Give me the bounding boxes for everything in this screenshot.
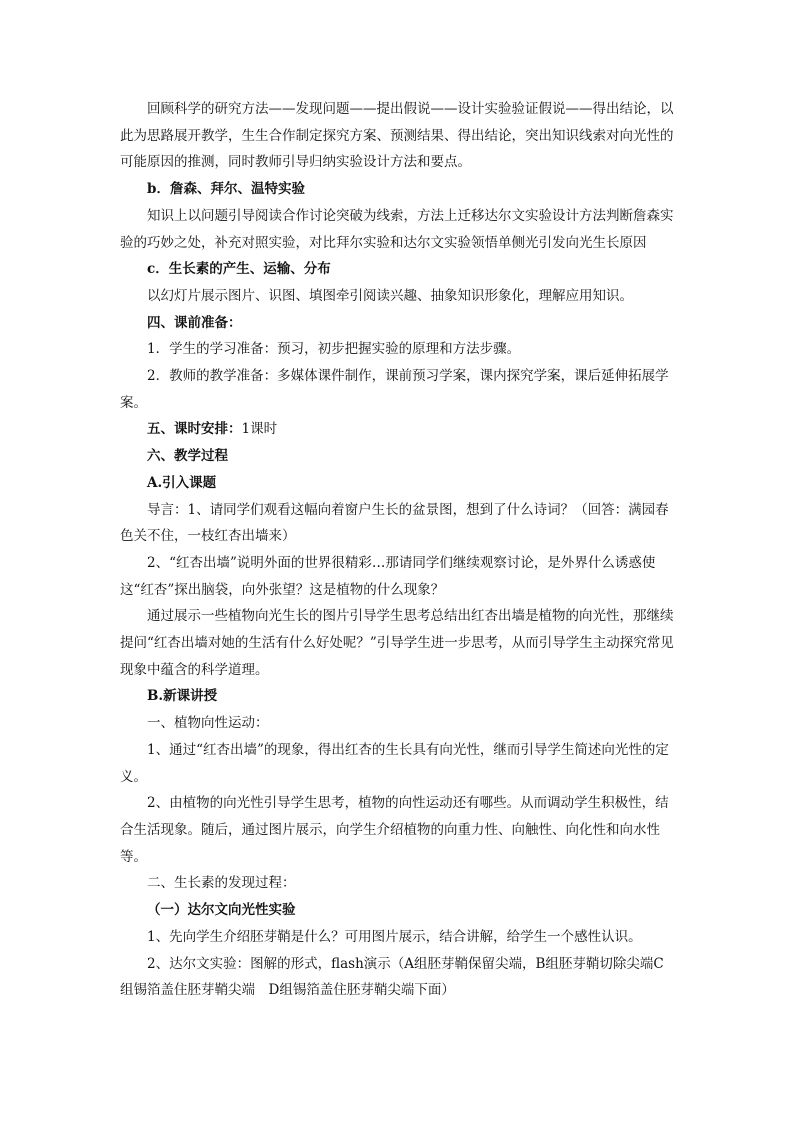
schedule-value: 1课时: [241, 421, 278, 438]
heading-teaching-process: 六、教学过程: [147, 448, 228, 465]
paragraph-intro-question: 导言：1、请同学们观看这幅向着窗户生长的盆景图，想到了什么诗词？（回答：满园春色关不住，一枝红杏出墙来）: [120, 501, 669, 545]
paragraph-tropism-title: 一、植物向性运动：: [147, 715, 269, 732]
heading-new-lesson: B.新课讲授: [147, 688, 218, 705]
paragraph-darwin-flash: 2、达尔文实验：图解的形式，flash演示（A组胚芽鞘保留尖端，B组胚芽鞘切除尖端C组锡箔盖住胚芽鞘尖端 D组锡箔盖住胚芽鞘尖端下面）: [120, 955, 664, 999]
paragraph-jensen-method: 知识上以问题引导阅读合作讨论突破为线索，方法上迁移达尔文实验设计方法判断詹森实验的巧妙之处，补充对照实验，对比拜尔实验和达尔文实验领悟单侧光引发向光生长原因: [120, 207, 674, 251]
paragraph-schedule: [120, 416, 676, 443]
heading-introduction: A.引入课题: [147, 474, 217, 491]
paragraph-student-prep: 1．学生的学习准备：预习，初步把握实验的原理和方法步骤。: [147, 341, 521, 358]
paragraph-auxin-discovery: 二、生长素的发现过程：: [147, 875, 296, 892]
paragraph-research-method: 回顾科学的研究方法——发现问题——提出假说——设计实验验证假说——得出结论，以此为思路展开教学，生生合作制定探究方案、预测结果、得出结论，突出知识线索对向光性的可能原因的推测，同时教师引导归纳实验设计方法和要点。: [120, 101, 674, 171]
paragraph-red-apricot: 2、“红杏出墙”说明外面的世界很精彩…那请同学们继续观察讨论，是外界什么诱惑使这“红杏”探出脑袋，向外张望？这是植物的什么现象？: [120, 554, 656, 598]
document-body: [120, 96, 676, 1004]
paragraph-phototropism-images: 通过展示一些植物向光生长的图片引导学生思考总结出红杏出墙是植物的向光性，那继续提问“红杏出墙对她的生活有什么好处呢？”引导学生进一步思考，从而引导学生主动探究常见现象中蕴含的科学道理。: [120, 608, 674, 678]
heading-jensen-experiments: b．詹森、拜尔、温特实验: [147, 181, 305, 198]
heading-preparation: 四、课前准备：: [147, 314, 242, 331]
schedule-label: 五、课时安排：: [147, 421, 242, 438]
paragraph-slides: 以幻灯片展示图片、识图、填图牵引阅读兴趣、抽象知识形象化，理解应用知识。: [147, 287, 633, 304]
paragraph-tropism-2: 2、由植物的向光性引导学生思考，植物的向性运动还有哪些。从而调动学生积极性，结合生活现象。随后，通过图片展示，向学生介绍植物的向重力性、向触性、向化性和向水性等。: [120, 795, 669, 865]
heading-darwin-experiment: （一）达尔文向光性实验: [147, 902, 296, 919]
heading-auxin-production: c．生长素的产生、运输、分布: [147, 261, 331, 278]
paragraph-teacher-prep: 2．教师的教学准备：多媒体课件制作，课前预习学案，课内探究学案，课后延伸拓展学案。: [120, 368, 669, 411]
paragraph-tropism-1: 1、通过“红杏出墙”的现象，得出红杏的生长具有向光性，继而引导学生简述向光性的定义。: [120, 741, 669, 785]
paragraph-coleoptile: 1、先向学生介绍胚芽鞘是什么？可用图片展示，结合讲解，给学生一个感性认识。: [147, 928, 642, 945]
